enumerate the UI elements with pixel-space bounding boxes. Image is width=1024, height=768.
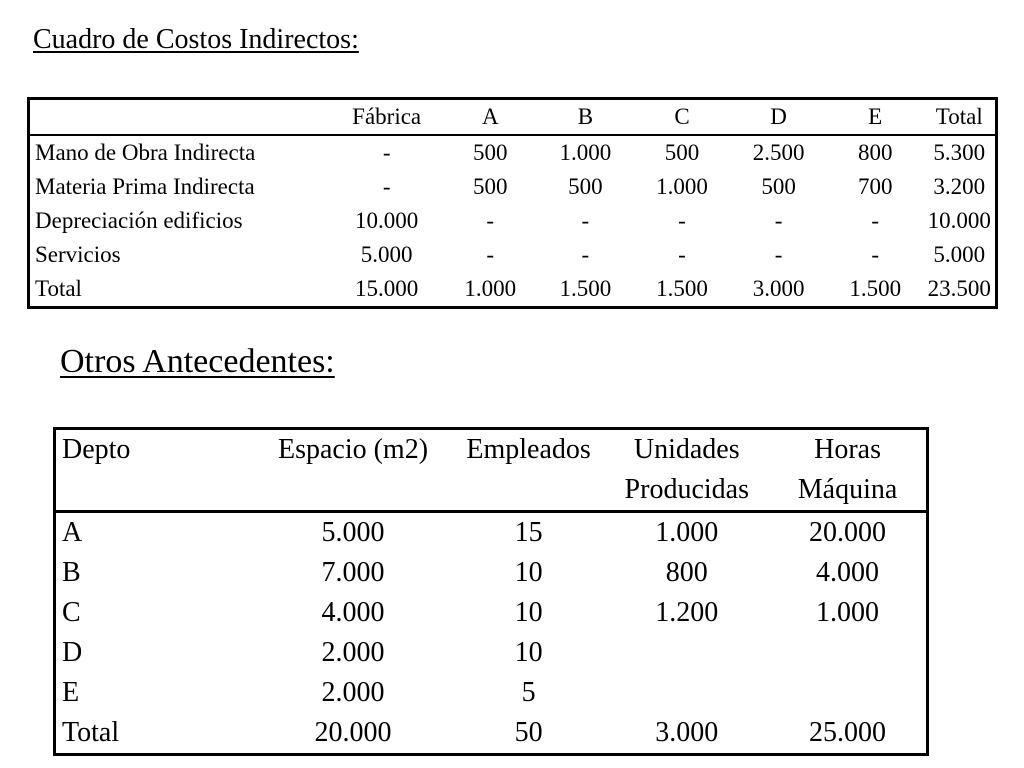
- column-header: A: [481, 104, 499, 129]
- row-label: Mano de Obra Indirecta: [35, 140, 256, 165]
- table-row: [55, 673, 928, 713]
- table-cell: 800: [857, 140, 893, 165]
- indirect-costs-title: Cuadro de Costos Indirectos:: [33, 24, 359, 55]
- table-cell: 4.000: [321, 597, 385, 628]
- row-label: E: [62, 677, 80, 708]
- table-cell: -: [774, 208, 783, 233]
- table-cell: 5.000: [360, 242, 413, 267]
- column-header: Unidades: [633, 434, 740, 465]
- table-cell: -: [486, 242, 495, 267]
- table-cell: 1.000: [655, 517, 719, 548]
- column-header: B: [577, 104, 594, 129]
- table-cell: 500: [664, 140, 700, 165]
- table-cell: 1.000: [559, 140, 612, 165]
- table-cell: 7.000: [321, 557, 385, 588]
- table-row: [29, 238, 997, 272]
- table-cell: 1.000: [464, 276, 517, 301]
- table-cell: 3.000: [655, 717, 719, 748]
- column-header: [55, 470, 254, 512]
- column-header: [29, 99, 330, 136]
- table-total-row: [29, 272, 997, 308]
- table-cell: 1.500: [559, 276, 612, 301]
- column-header: Total: [935, 104, 983, 129]
- row-label: Servicios: [35, 242, 121, 267]
- column-header: D: [770, 104, 787, 129]
- department-data-table: [53, 427, 929, 756]
- table-cell: -: [581, 242, 590, 267]
- table-cell: [604, 633, 769, 673]
- table-cell: [604, 673, 769, 713]
- table-row: [55, 512, 928, 554]
- column-header: Horas: [814, 434, 881, 465]
- table-cell: 25.000: [809, 717, 887, 748]
- table-cell: 1.000: [816, 597, 880, 628]
- indirect-costs-table: [27, 97, 998, 309]
- table-row: [55, 633, 928, 673]
- table-cell: 20.000: [314, 717, 392, 748]
- table-row: [55, 553, 928, 593]
- row-label: Depreciación edificios: [35, 208, 243, 233]
- table-cell: 10.000: [927, 208, 991, 233]
- table-cell: 5.000: [321, 517, 385, 548]
- table-cell: 800: [665, 557, 708, 588]
- column-header: Empleados: [466, 434, 591, 465]
- row-label: A: [62, 517, 83, 548]
- table-cell: 1.000: [656, 174, 708, 199]
- table-cell: 15: [514, 517, 543, 548]
- table-cell: 20.000: [809, 517, 887, 548]
- table-cell: 10.000: [355, 208, 419, 233]
- table-cell: -: [678, 208, 686, 233]
- table-cell: [769, 673, 927, 713]
- table-row: [29, 204, 997, 238]
- column-header: [453, 470, 605, 512]
- table-cell: 10: [514, 637, 543, 668]
- table-cell: -: [382, 140, 391, 165]
- table-cell: 10: [514, 597, 543, 628]
- table-row: [29, 135, 997, 170]
- table-cell: 10: [514, 557, 543, 588]
- column-header: Espacio (m2): [277, 434, 429, 465]
- table-cell: 2.000: [321, 677, 385, 708]
- row-label: Total: [62, 717, 120, 748]
- row-label: Total: [35, 276, 82, 301]
- table-row: [29, 170, 997, 204]
- table-cell: 3.200: [933, 174, 986, 199]
- table-cell: 3.000: [752, 276, 805, 301]
- table-cell: -: [581, 208, 590, 233]
- table-header-row: [55, 429, 928, 471]
- table-cell: 500: [568, 174, 603, 199]
- table-cell: 500: [473, 140, 508, 165]
- other-background-title: Otros Antecedentes:: [60, 343, 335, 380]
- row-label: D: [62, 637, 83, 668]
- table-cell: 1.200: [655, 597, 719, 628]
- table-cell: 5.000: [933, 242, 986, 267]
- table-header-row: [29, 99, 997, 136]
- table-cell: 500: [473, 174, 508, 199]
- column-header: C: [674, 104, 690, 129]
- table-cell: 4.000: [816, 557, 880, 588]
- table-cell: -: [486, 208, 495, 233]
- table-cell: 1.500: [849, 276, 902, 301]
- table-row: [55, 593, 928, 633]
- column-header: Fábrica: [352, 104, 422, 129]
- table-cell: -: [678, 242, 686, 267]
- table-cell: [769, 633, 927, 673]
- column-header: E: [868, 104, 883, 129]
- row-label: Materia Prima Indirecta: [35, 174, 255, 199]
- table-total-row: [55, 713, 928, 755]
- table-cell: -: [382, 174, 391, 199]
- table-cell: 2.000: [321, 637, 385, 668]
- table-cell: 15.000: [355, 276, 419, 301]
- table-cell: 23.500: [927, 276, 991, 301]
- table-header-row: [55, 470, 928, 512]
- column-header: Depto: [62, 434, 131, 465]
- column-header: Producidas: [624, 474, 749, 505]
- row-label: B: [62, 557, 81, 588]
- column-header: Máquina: [797, 474, 898, 505]
- table-cell: 500: [761, 174, 796, 199]
- table-cell: 5: [521, 677, 536, 708]
- column-header: [253, 470, 453, 512]
- table-cell: -: [871, 208, 880, 233]
- row-label: C: [62, 597, 81, 628]
- table-cell: 2.500: [752, 140, 805, 165]
- table-cell: 50: [514, 717, 543, 748]
- table-cell: -: [871, 242, 880, 267]
- table-cell: 1.500: [656, 276, 708, 301]
- table-cell: 5.300: [933, 140, 986, 165]
- table-cell: -: [774, 242, 783, 267]
- table-cell: 700: [857, 174, 893, 199]
